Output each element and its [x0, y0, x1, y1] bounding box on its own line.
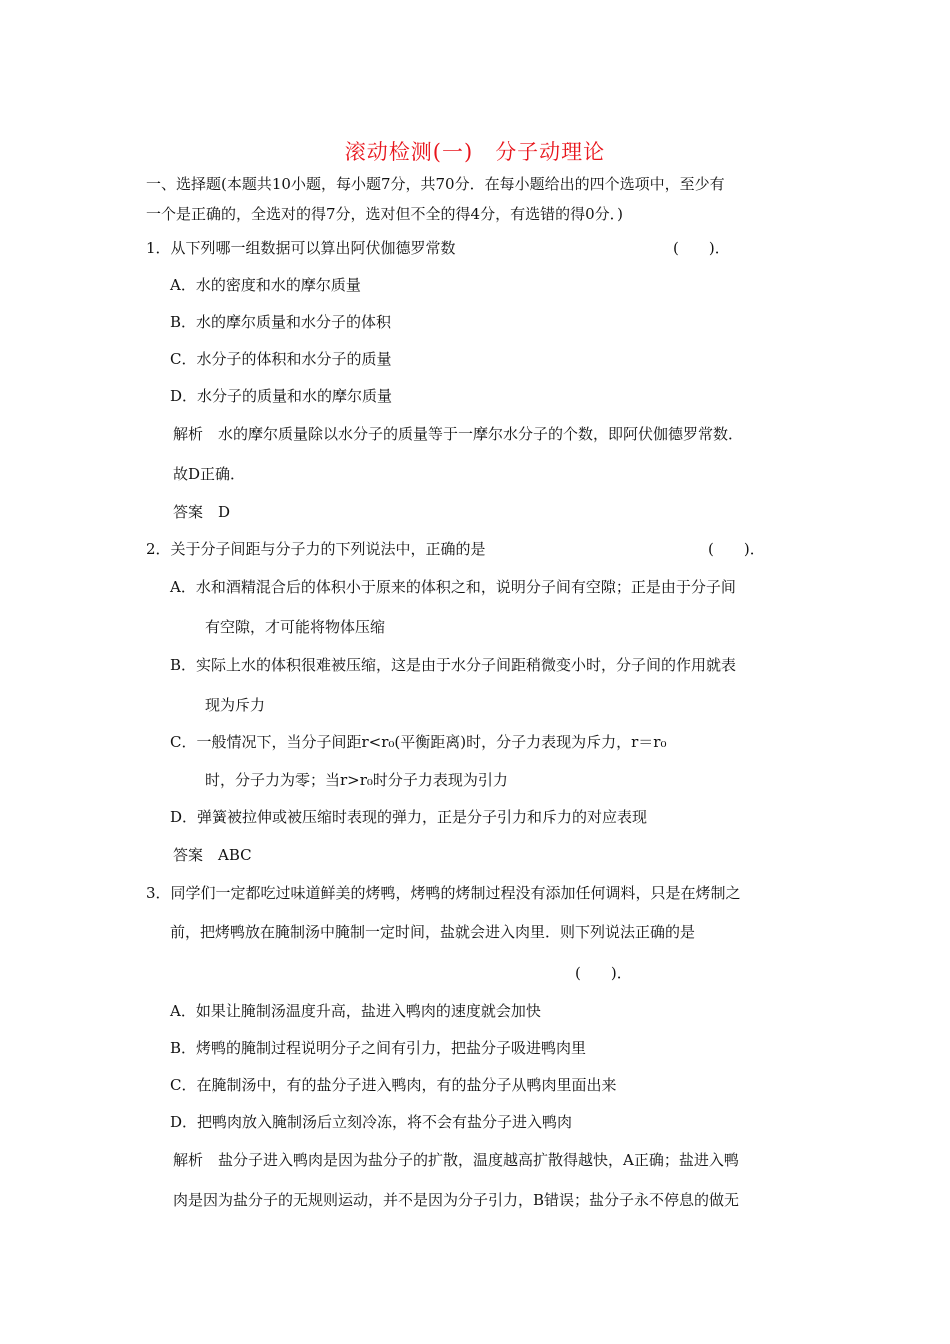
q2-answer-paren: ( )．	[708, 540, 765, 558]
q2-option-d: D．弹簧被拉伸或被压缩时表现的弹力，正是分子引力和斥力的对应表现	[170, 808, 648, 826]
q1-analysis-line-2: 故D正确．	[173, 465, 246, 483]
q3-option-d: D．把鸭肉放入腌制汤后立刻冷冻，将不会有盐分子进入鸭肉	[170, 1113, 573, 1131]
q1-analysis-line-1: 解析 水的摩尔质量除以水分子的质量等于一摩尔水分子的个数，即阿伏伽德罗常数．	[173, 425, 744, 443]
q3-analysis-line-1: 解析 盐分子进入鸭肉是因为盐分子的扩散，温度越高扩散得越快，A正确；盐进入鸭	[173, 1151, 739, 1169]
q3-option-b: B．烤鸭的腌制过程说明分子之间有引力，把盐分子吸进鸭肉里	[170, 1039, 587, 1057]
q1-stem: 1．从下列哪一组数据可以算出阿伏伽德罗常数	[146, 239, 456, 257]
q1-option-c: C．水分子的体积和水分子的质量	[170, 350, 392, 368]
q2-option-b-line-1: B．实际上水的体积很难被压缩，这是由于水分子间距稍微变小时，分子间的作用就表	[170, 656, 737, 674]
intro-line-2: 一个是正确的，全选对的得7分，选对但不全的得4分，有选错的得0分．)	[146, 205, 623, 223]
q2-option-a-line-2: 有空隙，才可能将物体压缩	[205, 618, 386, 636]
q1-answer: 答案 D	[173, 503, 231, 521]
q2-option-c-line-1: C．一般情况下，当分子间距r<r₀(平衡距离)时，分子力表现为斥力，r＝r₀	[170, 733, 667, 751]
q2-option-a-line-1: A．水和酒精混合后的体积小于原来的体积之和，说明分子间有空隙；正是由于分子间	[170, 578, 736, 596]
q3-stem-line-2: 前，把烤鸭放在腌制汤中腌制一定时间，盐就会进入肉里．则下列说法正确的是	[170, 923, 696, 941]
title-part-1: 滚动检测(一)	[344, 140, 474, 164]
q3-option-a: A．如果让腌制汤温度升高，盐进入鸭肉的速度就会加快	[170, 1002, 541, 1020]
title-part-2: 分子动理论	[495, 140, 606, 164]
q2-answer: 答案 ABC	[173, 846, 252, 864]
page-title	[0, 136, 950, 166]
intro-line-1: 一、选择题(本题共10小题，每小题7分，共70分．在每小题给出的四个选项中，至少有	[146, 175, 725, 193]
q2-option-b-line-2: 现为斥力	[205, 696, 266, 714]
q1-option-d: D．水分子的质量和水的摩尔质量	[170, 387, 393, 405]
q2-option-c-line-2: 时，分子力为零；当r>r₀时分子力表现为引力	[205, 771, 508, 789]
q1-option-a: A．水的密度和水的摩尔质量	[170, 276, 361, 294]
q1-answer-paren: ( )．	[673, 239, 730, 257]
q1-option-b: B．水的摩尔质量和水分子的体积	[170, 313, 392, 331]
q3-answer-paren: ( )．	[575, 964, 632, 982]
q3-option-c: C．在腌制汤中，有的盐分子进入鸭肉，有的盐分子从鸭肉里面出来	[170, 1076, 617, 1094]
q3-stem-line-1: 3．同学们一定都吃过味道鲜美的烤鸭，烤鸭的烤制过程没有添加任何调料，只是在烤制之	[146, 884, 741, 902]
q2-stem: 2．关于分子间距与分子力的下列说法中，正确的是	[146, 540, 486, 558]
q3-analysis-line-2: 肉是因为盐分子的无规则运动，并不是因为分子引力，B错误；盐分子永不停息的做无	[173, 1191, 740, 1209]
